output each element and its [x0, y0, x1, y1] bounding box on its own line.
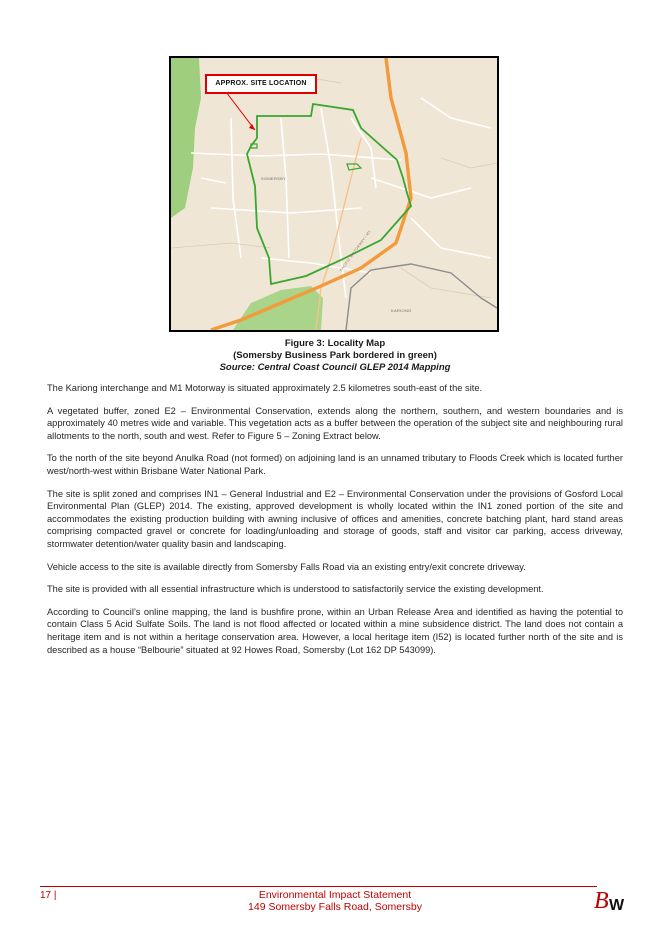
figure-caption: Figure 3: Locality Map: [284, 338, 386, 349]
footer-divider: [40, 886, 597, 887]
paragraph-vegetated-buffer: A vegetated buffer, zoned E2 – Environmental Conservation, extends along the northern, southern, and western boundaries and is approximately 40 metres wide and variable. This vegetation acts as a buffer between the operation of the subject site and neighbouring rural allotments to the north, south and west. Refer to Figure 5 – Zoning Extract below.: [47, 405, 623, 441]
site-location-callout: APPROX. SITE LOCATION: [205, 74, 317, 94]
paragraph-hazards-heritage: According to Council’s online mapping, the land is bushfire prone, within an Urban Release Area and identified as having the potential to contain Class 5 Acid Sulfate Soils. The land is not flood affected or located within a mine subsidence district. The land does not contain a heritage item and is not within a heritage conservation area. However, a local heritage item (I52) is located further north of the site and is described as a house “Belbourie” situated at 92 Howes Road, Somersby (Lot 162 DP 543099).: [47, 606, 623, 655]
paragraph-interchange: The Kariong interchange and M1 Motorway is situated approximately 2.5 kilometres south-east of the site.: [47, 383, 483, 393]
figure-subtitle: (Somersby Business Park bordered in green): [233, 350, 437, 361]
paragraph-vehicle-access: Vehicle access to the site is available directly from Somersby Falls Road via an existing entry/exit concrete driveway.: [47, 561, 526, 572]
map-label-motorway: PACIFIC MOTORWAY / M1: [339, 229, 372, 273]
footer-title-line2: 149 Somersby Falls Road, Somersby: [248, 901, 422, 913]
body-text: [47, 382, 623, 666]
footer-page-number: 17 |: [40, 890, 57, 901]
footer-title: [0, 889, 670, 913]
logo-letter-b: B: [594, 888, 609, 914]
paragraph-infrastructure: The site is provided with all essential infrastructure which is understood to satisfactorily service the existing development.: [47, 584, 544, 595]
logo-letter-w: W: [609, 897, 625, 914]
bw-logo-icon: [592, 882, 626, 916]
footer-title-line1: Environmental Impact Statement: [258, 889, 412, 901]
locality-map: [169, 56, 499, 332]
figure-source: Source: Central Coast Council GLEP 2014 Mapping: [219, 362, 451, 373]
paragraph-north-tributary: To the north of the site beyond Anulka Road (not formed) on adjoining land is an unnamed tributary to Floods Creek which is located further west/north-west within Brisbane Water National Park.: [47, 453, 623, 476]
paragraph-zoning: The site is split zoned and comprises IN1 – General Industrial and E2 – Environmental Conservation under the provisions of Gosford Local Environmental Plan (GLEP) 2014. The existing, approved development is wholly located within the IN1 zoned portion of the site and accommodates the existing production building with awning inclusive of offices and amenities, concrete batching plant, hard stand areas comprising compacted gravel or concrete for loading/unloading and storage of goods, staff and visitor car parking, access driveway, stormwater detention/water quality basin and landscaping.: [47, 488, 623, 549]
map-graphic: [171, 58, 497, 330]
map-label-kariong: KARIONG: [391, 308, 412, 313]
map-label-somersby: SOMERSBY: [261, 176, 287, 181]
